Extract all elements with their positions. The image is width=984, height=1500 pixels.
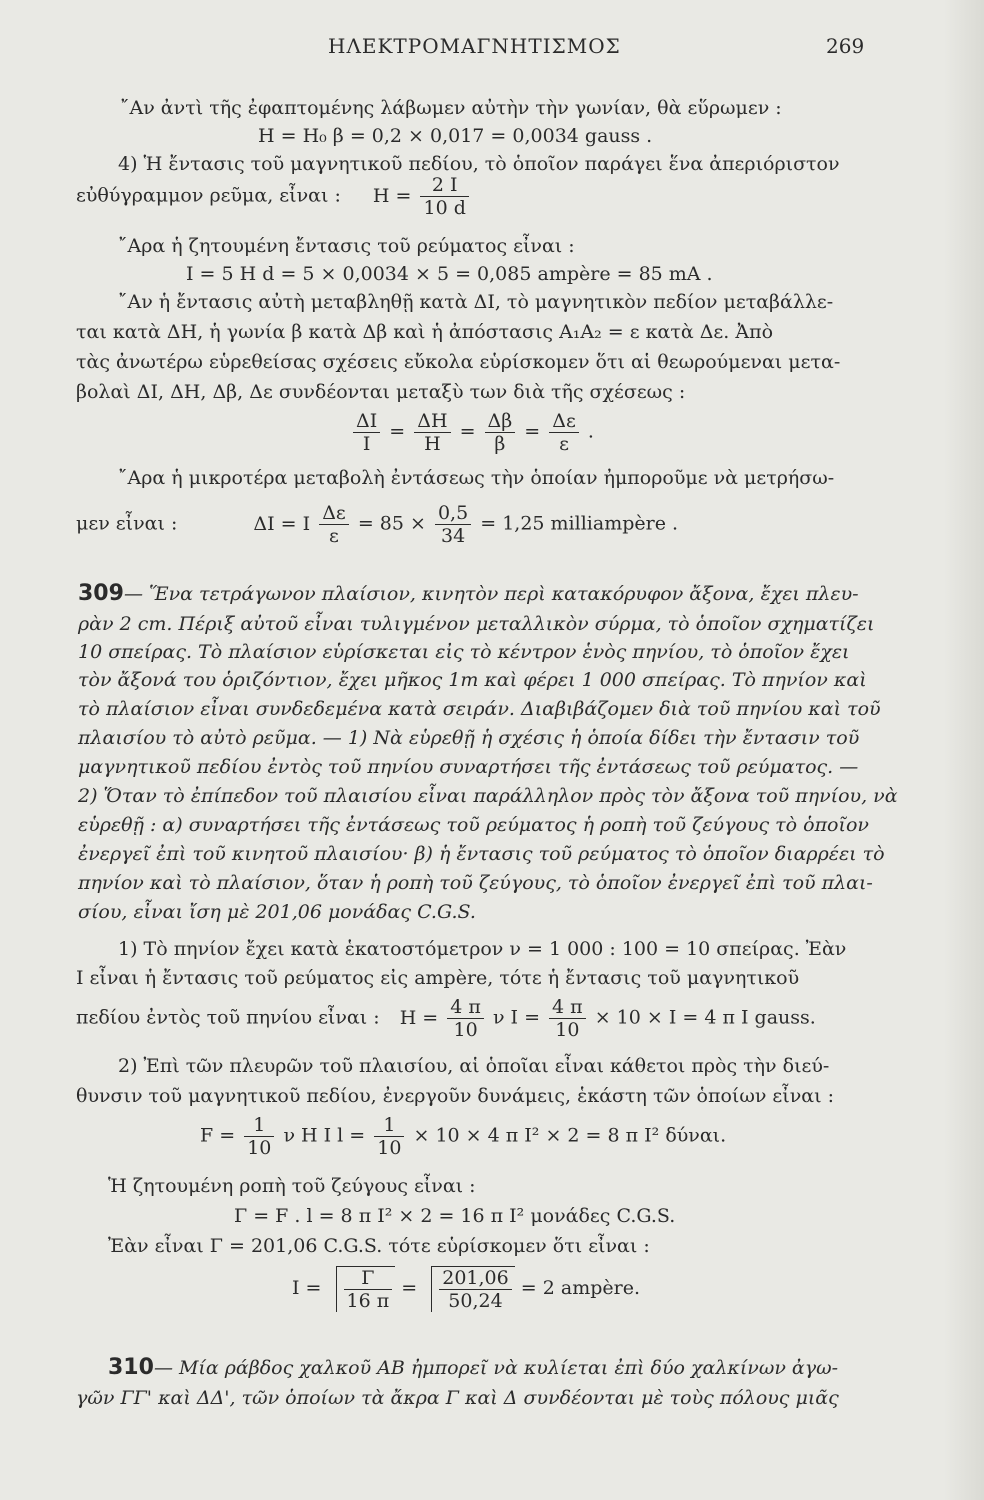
equation-part: × 10 × I = 4 π I gauss. [594, 1006, 816, 1029]
text-fragment: μεν εἶναι : [76, 512, 178, 535]
problem-text: — Ἕνα τετράγωνον πλαίσιον, κινητὸν περὶ κατακόρυφον ἄξονα, ἔχει πλευ- [123, 583, 859, 605]
numerator: 1 [374, 1114, 404, 1137]
solution-text: I εἶναι ἡ ἔντασις τοῦ ρεύματος εἰς ampère, τότε ἡ ἔντασις τοῦ μαγνητικοῦ [76, 967, 800, 989]
equation-line [76, 502, 678, 547]
numerator: 201,06 [439, 1267, 511, 1290]
equation: H = H₀ β = 0,2 × 0,017 = 0,0034 gauss . [258, 125, 653, 147]
equation-part: H = [399, 1006, 439, 1029]
denominator: 16 π [346, 1290, 390, 1312]
equation-part: ν H I l = [283, 1124, 366, 1147]
numerator: 2 I [420, 174, 468, 197]
problem-text: μαγνητικοῦ πεδίου ἐντὸς τοῦ πηνίου συναρτήσει τῆς ἐντάσεως τοῦ ρεύματος. — [78, 756, 859, 778]
solution-text: 1) Τὸ πηνίον ἔχει κατὰ ἑκατοστόμετρον ν = 1 000 : 100 = 10 σπείρας. Ἐὰν [118, 938, 847, 960]
fraction [447, 996, 484, 1041]
square-root [431, 1266, 514, 1312]
numerator: ΔI [353, 410, 380, 433]
denominator: H [424, 433, 441, 455]
square-root [336, 1266, 396, 1312]
equation-line: $\frac{\Delta I}{I}$ = $\frac{\Delta H}{H}$ = $\frac{\Delta\beta}{\beta}$ = $\frac{\Delta\varepsilon}{\varepsilon}$ . [350, 410, 594, 455]
numerator: 4 π [549, 996, 586, 1019]
equation: Γ = F . l = 8 π I² × 2 = 16 π I² μονάδες C.G.S. [234, 1205, 676, 1227]
solution-text: θυνσιν τοῦ μαγνητικοῦ πεδίου, ἐνεργοῦν δυνάμεις, ἑκάστη τῶν ὁποίων εἶναι : [76, 1085, 834, 1107]
problem-text: εὑρεθῇ : α) συναρτήσει τῆς ἐντάσεως τοῦ ρεύματος ἡ ροπὴ τοῦ ζεύγους τὸ ὁποῖον [78, 814, 869, 836]
problem-number: 309 [78, 581, 124, 606]
equation-part: = 1,25 milliampère . [480, 512, 679, 535]
problem-310-line [108, 1356, 838, 1380]
denominator: β [494, 433, 506, 455]
equation-part: = 2 ampère. [520, 1277, 640, 1299]
problem-text: τὸ πλαίσιον εἶναι συνδεδεμένα κατὰ σειράν. Διαβιβάζομεν διὰ τοῦ πηνίου καὶ τοῦ [78, 698, 881, 720]
numerator: ΔH [414, 410, 450, 433]
fraction [353, 410, 380, 455]
page-edge-shadow [944, 0, 984, 1500]
fraction [244, 1114, 274, 1159]
denominator: ε [559, 433, 569, 455]
equation-line [76, 996, 816, 1041]
problem-text: γῶν ΓΓ' καὶ ΔΔ', τῶν ὁποίων τὰ ἄκρα Γ καὶ Δ συνδέονται μὲ τοὺς πόλους μιᾶς [76, 1387, 839, 1409]
equation-part: × 10 × 4 π I² × 2 = 8 π I² δύναι. [413, 1124, 727, 1147]
denominator: 10 d [423, 197, 466, 219]
equation-part: ν I = [492, 1006, 540, 1029]
text-line: τὰς ἀνωτέρω εὑρεθείσας σχέσεις εὔκολα εὑρίσκομεν ὅτι αἱ θεωρούμεναι μετα- [76, 351, 841, 373]
equation-part: ΔI = I [253, 512, 311, 535]
problem-text: 2) Ὅταν τὸ ἐπίπεδον τοῦ πλαισίου εἶναι παράλληλον πρὸς τὸν ἄξονα τοῦ πηνίου, νὰ [78, 785, 898, 807]
text-fragment: εὐθύγραμμον ρεῦμα, εἶναι : [76, 184, 341, 207]
denominator: I [362, 433, 371, 455]
fraction [435, 502, 471, 547]
problem-text: — Μία ράβδος χαλκοῦ AB ἠμπορεῖ νὰ κυλίεται ἐπὶ δύο χαλκίνων ἀγω- [153, 1357, 839, 1379]
numerator: 1 [244, 1114, 274, 1137]
solution-text: Ἐὰν εἶναι Γ = 201,06 C.G.S. τότε εὑρίσκομεν ὅτι εἶναι : [108, 1235, 650, 1257]
text-line: ῎Αν ἡ ἔντασις αὐτὴ μεταβληθῇ κατὰ ΔI, τὸ μαγνητικὸν πεδίον μεταβάλλε- [118, 291, 834, 313]
numerator: Δβ [485, 410, 516, 433]
problem-text: ρὰν 2 cm. Πέριξ αὐτοῦ εἶναι τυλιγμένον μεταλλικὸν σύρμα, τὸ ὁποῖον σχηματίζει [78, 613, 875, 635]
fraction [414, 410, 450, 455]
problem-309-line [78, 582, 859, 606]
denominator: 50,24 [448, 1290, 503, 1312]
numerator: Δε [319, 502, 349, 525]
text-line: ῎Αρα ἡ μικροτέρα μεταβολὴ ἐντάσεως τὴν ὁποίαν ἠμποροῦμε νὰ μετρήσω- [118, 467, 835, 489]
text-fragment: πεδίου ἐντὸς τοῦ πηνίου εἶναι : [76, 1006, 380, 1029]
numerator: Δε [549, 410, 579, 433]
fraction [549, 996, 586, 1041]
running-header: ΗΛΕΚΤΡΟΜΑΓΝΗΤΙΣΜΟΣ [328, 34, 621, 58]
text-line: ται κατὰ ΔH, ἡ γωνία β κατὰ Δβ καὶ ἡ ἀπόστασις A₁A₂ = ε κατὰ Δε. Ἀπὸ [76, 321, 774, 343]
equation-part: = [401, 1277, 418, 1299]
fraction [485, 410, 516, 455]
numerator: 0,5 [435, 502, 471, 525]
solution-text: Ἡ ζητουμένη ροπὴ τοῦ ζεύγους εἶναι : [108, 1175, 476, 1197]
solution-text: 2) Ἐπὶ τῶν πλευρῶν τοῦ πλαισίου, αἱ ὁποῖαι εἶναι κάθετοι πρὸς τὴν διεύ- [118, 1055, 830, 1077]
text-line: 4) Ἡ ἔντασις τοῦ μαγνητικοῦ πεδίου, τὸ ὁποῖον παράγει ἕνα ἀπεριόριστον [118, 153, 840, 175]
problem-text: τὸν ἄξονά του ὁριζόντιον, ἔχει μῆκος 1m καὶ φέρει 1 000 σπείρας. Τὸ πηνίον καὶ [78, 669, 867, 691]
equation-part: = 85 × [357, 512, 426, 535]
fraction [439, 1267, 511, 1312]
problem-text: σίου, εἶναι ἴση μὲ 201,06 μονάδας C.G.S. [78, 901, 476, 923]
fraction [420, 174, 468, 219]
text-line: ῎Αν ἀντὶ τῆς ἐφαπτομένης λάβωμεν αὐτὴν τὴν γωνίαν, θὰ εὕρωμεν : [120, 97, 782, 119]
numerator: 4 π [447, 996, 484, 1019]
equation-part: F = [200, 1124, 236, 1147]
denominator: 10 [555, 1019, 580, 1041]
fraction [344, 1267, 393, 1312]
denominator: 10 [377, 1137, 402, 1159]
equation-line [76, 174, 472, 219]
fraction [549, 410, 579, 455]
equation-part: I = [292, 1277, 322, 1299]
denominator: ε [329, 525, 339, 547]
problem-text: ἐνεργεῖ ἐπὶ τοῦ κινητοῦ πλαισίου· β) ἡ ἔντασις τοῦ ρεύματος τὸ ὁποῖον διαρρέει τὸ [78, 843, 885, 865]
denominator: 10 [453, 1019, 478, 1041]
problem-number: 310 [108, 1355, 154, 1380]
fraction [319, 502, 349, 547]
page-number: 269 [826, 34, 865, 58]
denominator: 10 [247, 1137, 272, 1159]
fraction [374, 1114, 404, 1159]
problem-text: 10 σπείρας. Τὸ πλαίσιον εὑρίσκεται εἰς τὸ κέντρον ἑνὸς πηνίου, τὸ ὁποῖον ἔχει [78, 641, 850, 663]
equation: I = 5 H d = 5 × 0,0034 × 5 = 0,085 ampère = 85 mA . [186, 263, 713, 285]
denominator: 34 [440, 525, 466, 547]
text-line: ῎Αρα ἡ ζητουμένη ἔντασις τοῦ ρεύματος εἶναι : [118, 235, 575, 257]
problem-text: πλαισίου τὸ αὐτὸ ρεῦμα. — 1) Νὰ εὑρεθῇ ἡ σχέσις ἡ ὁποία δίδει τὴν ἔντασιν τοῦ [78, 727, 860, 749]
equation-lhs: H = [372, 184, 412, 207]
equation-line [200, 1114, 726, 1159]
equation-line [292, 1266, 640, 1312]
text-line: βολαὶ ΔI, ΔH, Δβ, Δε συνδέονται μεταξὺ των διὰ τῆς σχέσεως : [76, 381, 686, 403]
problem-text: πηνίον καὶ τὸ πλαίσιον, ὅταν ἡ ροπὴ τοῦ ζεύγους, τὸ ὁποῖον ἐνεργεῖ ἐπὶ τοῦ πλαι- [78, 872, 873, 894]
numerator: Γ [344, 1267, 393, 1290]
